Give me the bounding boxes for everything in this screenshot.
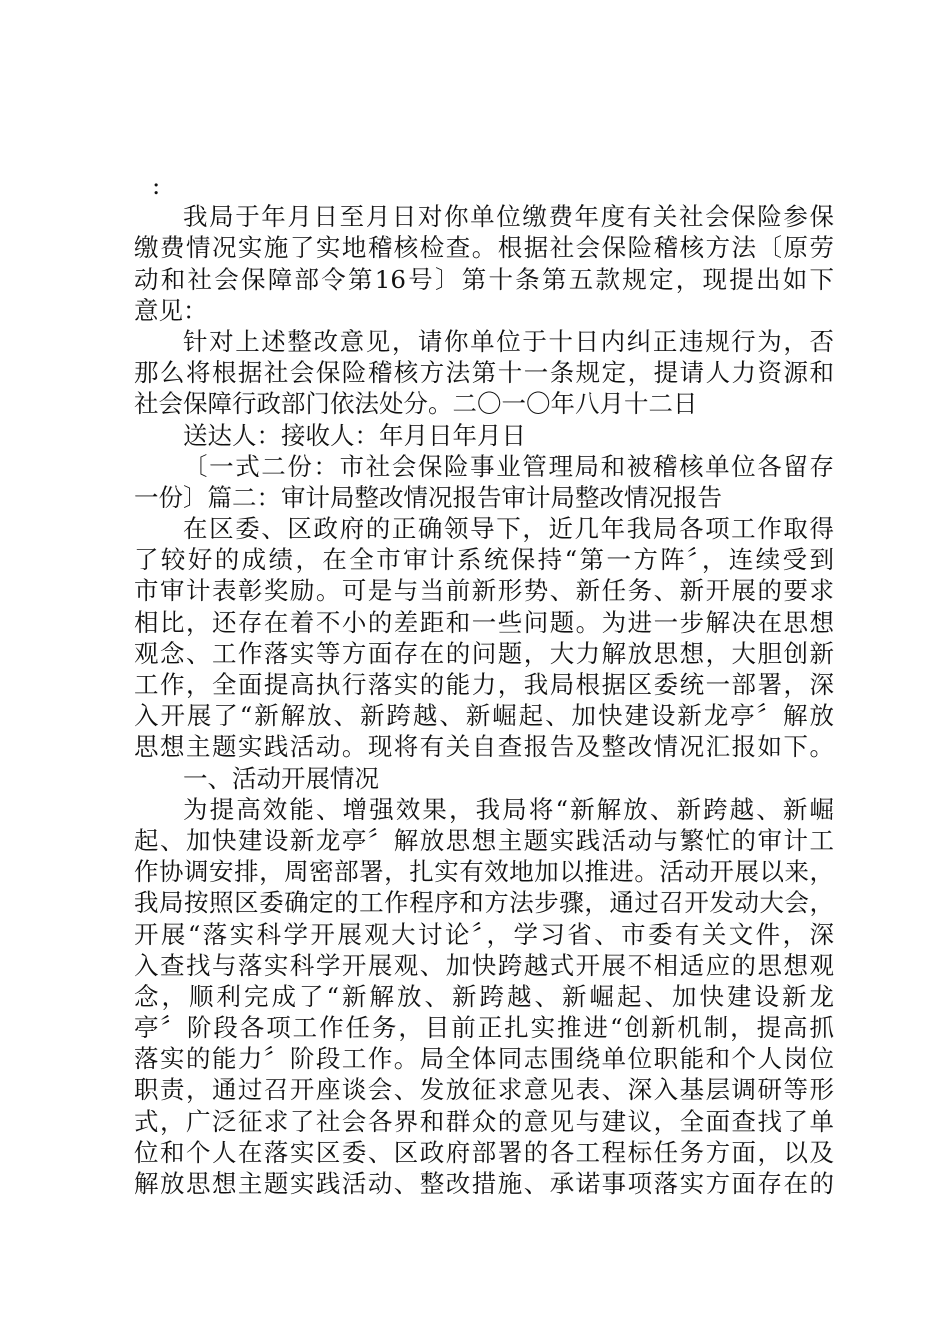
text-line: 念，顺利完成了“新解放、新跨越、新崛起、加快建设新龙 (134, 981, 834, 1011)
text-line: 入开展了“新解放、新跨越、新崛起、加快建设新龙亭〞解放 (134, 701, 834, 731)
text-line: 位和个人在落实区委、区政府部署的各工程标任务方面，以及 (134, 1137, 834, 1167)
text-line: 缴费情况实施了实地稽核检查。根据社会保险稽核方法〔原劳 (134, 233, 834, 263)
text-line: 式，广泛征求了社会各界和群众的意见与建议，全面查找了单 (134, 1106, 834, 1136)
text-line: 社会保障行政部门依法处分。二〇一〇年八月十二日 (134, 389, 698, 419)
text-line: 我局按照区委确定的工作程序和方法步骤，通过召开发动大会， (134, 888, 834, 918)
text-line: 送达人：接收人：年月日年月日 (183, 420, 526, 450)
text-line: 作协调安排，周密部署，扎实有效地加以推进。活动开展以来， (134, 857, 834, 887)
text-line: 市审计表彰奖励。可是与当前新形势、新任务、新开展的要求 (134, 576, 834, 606)
text-line: 为提高效能、增强效果，我局将“新解放、新跨越、新崛 (183, 794, 834, 824)
text-line: 针对上述整改意见，请你单位于十日内纠正违规行为，否 (183, 326, 834, 356)
text-line: 工作，全面提高执行落实的能力，我局根据区委统一部署，深 (134, 670, 834, 699)
text-line: 思想主题实践活动。现将有关自查报告及整改情况汇报如下。 (134, 732, 834, 762)
text-line: 观念、工作落实等方面存在的问题，大力解放思想，大胆创新 (134, 638, 834, 668)
text-line: 相比，还存在着不小的差距和一些问题。为进一步解决在思想 (134, 607, 834, 637)
text-line: 我局于年月日至月日对你单位缴费年度有关社会保险参保 (183, 202, 834, 232)
text-line: 一份〕篇二：审计局整改情况报告审计局整改情况报告 (134, 482, 722, 512)
text-line: 那么将根据社会保险稽核方法第十一条规定，提请人力资源和 (134, 358, 834, 388)
text-line: 起、加快建设新龙亭〞解放思想主题实践活动与繁忙的审计工 (134, 825, 834, 855)
text-line: 职责，通过召开座谈会、发放征求意见表、深入基层调研等形 (134, 1075, 834, 1105)
text-line: 〔一式二份：市社会保险事业管理局和被稽核单位各留存 (183, 451, 834, 481)
document-body (134, 170, 834, 1199)
text-line: 在区委、区政府的正确领导下，近几年我局各项工作取得 (183, 514, 834, 544)
text-line: 亭〞阶段各项工作任务，目前正扎实推进“创新机制，提高抓 (134, 1013, 834, 1043)
text-line: 一、活动开展情况 (183, 763, 379, 793)
text-line: 入查找与落实科学开展观、加快跨越式开展不相适应的思想观 (134, 950, 834, 980)
paragraph-lines (134, 201, 834, 1199)
text-line: 开展“落实科学开展观大讨论〞，学习省、市委有关文件，深 (134, 919, 834, 949)
text-line: 动和社会保障部令第16号〕第十条第五款规定，现提出如下 (134, 264, 834, 294)
text-line: 意见： (134, 295, 208, 325)
text-line: 落实的能力〞阶段工作。局全体同志围绕单位职能和个人岗位 (134, 1044, 834, 1074)
text-line: 了较好的成绩，在全市审计系统保持“第一方阵〞，连续受到 (134, 545, 834, 575)
salutation-colon: : (152, 171, 161, 200)
text-line: 解放思想主题实践活动、整改措施、承诺事项落实方面存在的 (134, 1169, 834, 1198)
